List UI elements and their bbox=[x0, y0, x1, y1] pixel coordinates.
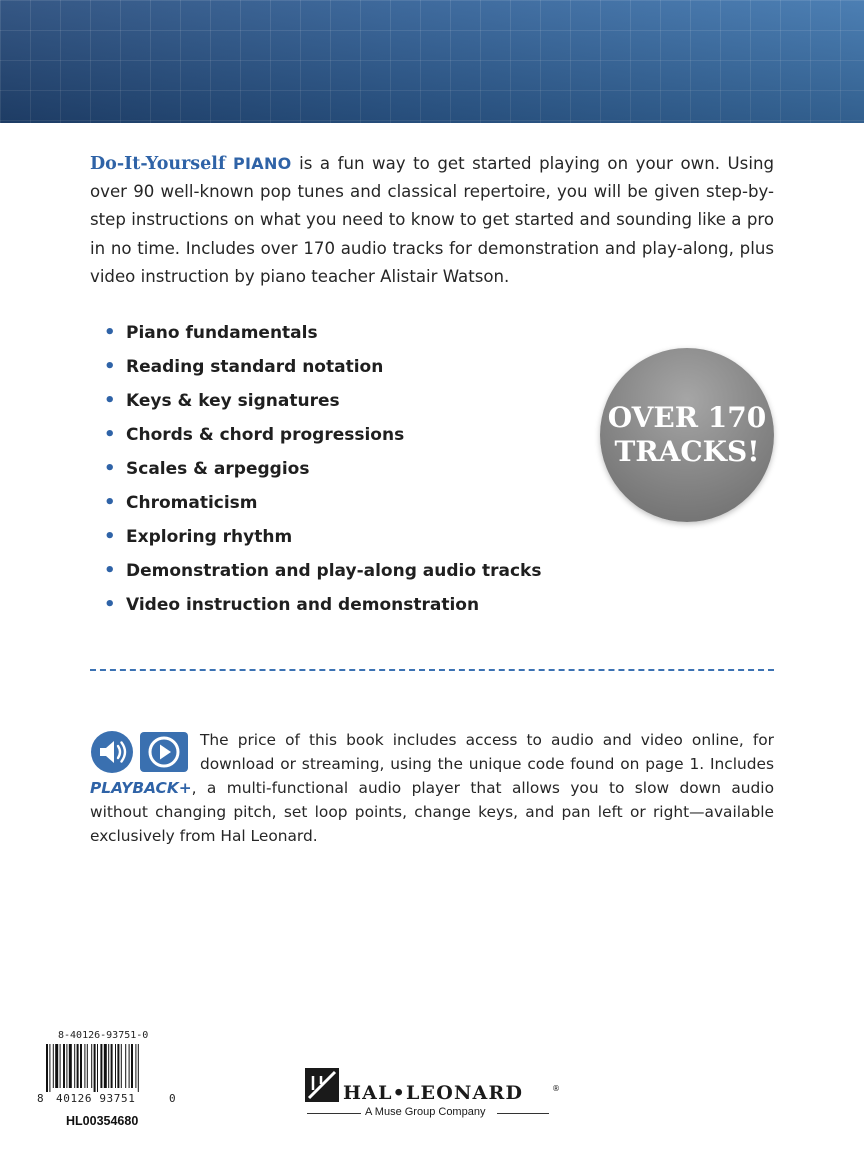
bullet-icon: • bbox=[104, 458, 116, 479]
dashed-divider bbox=[90, 669, 774, 671]
bullet-icon: • bbox=[104, 356, 116, 377]
brand-title: Do-It-Yourself bbox=[90, 154, 226, 174]
header-shade bbox=[0, 0, 864, 123]
badge-line-1: OVER 170 bbox=[607, 401, 767, 434]
bullet-icon: • bbox=[104, 492, 116, 513]
feature-label: Video instruction and demonstration bbox=[126, 595, 480, 615]
brand-subtitle: PIANO bbox=[233, 154, 292, 173]
bullet-icon: • bbox=[104, 424, 116, 445]
intro-text: is a fun way to get started playing on your own. Using over 90 well-known pop tunes and classical repertoire, you will be given step-by-step instructions on what you need to know to get started and sounding like a pro in no time. Includes over 170 audio tracks for demonstration and play-along, plus video instruction by piano teacher Alistair Watson. bbox=[90, 154, 774, 286]
bullet-icon: • bbox=[104, 594, 116, 615]
bullet-icon: • bbox=[104, 560, 116, 581]
tracks-badge bbox=[600, 348, 774, 522]
feature-label: Chords & chord progressions bbox=[126, 425, 405, 445]
feature-item bbox=[104, 590, 584, 624]
hal-leonard-mark-icon bbox=[305, 1068, 341, 1104]
publisher-tagline: A Muse Group Company bbox=[365, 1106, 486, 1118]
barcode-left-digit: 8 bbox=[37, 1092, 44, 1105]
playback-brand: PLAYBACK+ bbox=[90, 779, 192, 797]
feature-item bbox=[104, 488, 584, 522]
feature-label: Reading standard notation bbox=[126, 357, 384, 377]
badge-line-2: TRACKS! bbox=[614, 435, 760, 468]
feature-label: Piano fundamentals bbox=[126, 323, 318, 343]
feature-label: Scales & arpeggios bbox=[126, 459, 310, 479]
barcode-digits: 40126 93751 bbox=[56, 1092, 136, 1105]
feature-item bbox=[104, 454, 584, 488]
publisher-logo bbox=[305, 1068, 565, 1124]
feature-label: Exploring rhythm bbox=[126, 527, 293, 547]
feature-item bbox=[104, 420, 584, 454]
feature-label: Demonstration and play-along audio tracks bbox=[126, 561, 542, 581]
access-paragraph bbox=[90, 728, 774, 848]
feature-label: Keys & key signatures bbox=[126, 391, 340, 411]
feature-item bbox=[104, 556, 584, 590]
feature-item bbox=[104, 522, 584, 556]
barcode-top-number: 8-40126-93751-0 bbox=[58, 1030, 149, 1041]
access-text-before: The price of this book includes access to audio and video online, for download or streaming, using the unique code found on page 1. Includes bbox=[200, 731, 774, 773]
bullet-icon: • bbox=[104, 322, 116, 343]
access-text-after: , a multi-functional audio player that allows you to slow down audio without changing pitch, set loop points, change keys, and pan left or right—available exclusively from Hal Leonard. bbox=[90, 779, 774, 845]
registered-mark: ® bbox=[552, 1084, 560, 1093]
barcode-right-digit: 0 bbox=[169, 1092, 176, 1105]
feature-list bbox=[104, 318, 584, 624]
feature-item bbox=[104, 386, 584, 420]
product-code: HL00354680 bbox=[66, 1114, 139, 1128]
publisher-name: HAL•LEONARD bbox=[343, 1082, 524, 1104]
intro-paragraph bbox=[90, 150, 774, 291]
tagline-rule-left bbox=[307, 1113, 361, 1114]
bullet-icon: • bbox=[104, 526, 116, 547]
barcode-icon bbox=[46, 1044, 168, 1092]
feature-item bbox=[104, 318, 584, 352]
header-band bbox=[0, 0, 864, 123]
bullet-icon: • bbox=[104, 390, 116, 411]
tagline-rule-right bbox=[497, 1113, 549, 1114]
feature-item bbox=[104, 352, 584, 386]
feature-label: Chromaticism bbox=[126, 493, 258, 513]
barcode-block bbox=[36, 1030, 186, 1130]
